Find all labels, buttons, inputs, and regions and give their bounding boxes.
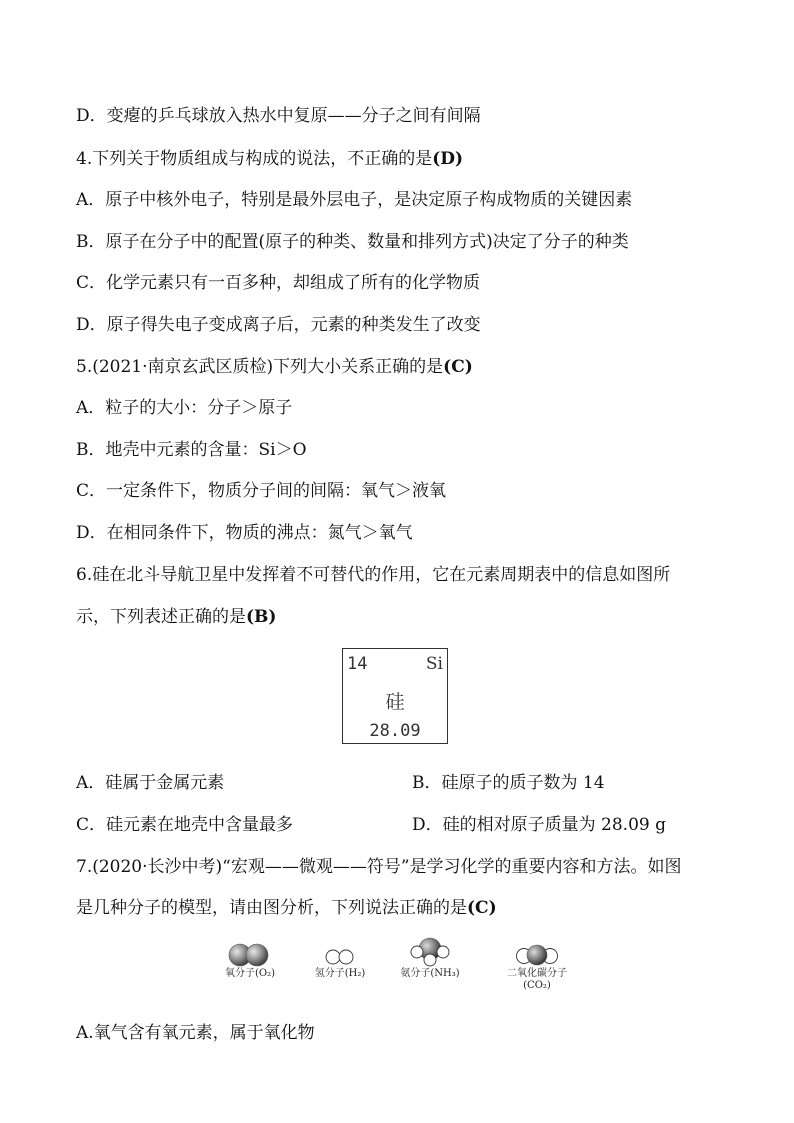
q7-option-a: A.氧气含有氧元素，属于氧化物 [76,1023,315,1043]
question-5 [76,357,473,377]
atomic-mass: 28.09 [369,721,421,741]
element-cell-silicon [342,648,448,744]
question-text: 4.下列关于物质组成与构成的说法，不正确的是 [76,149,433,169]
q3-option-d [76,106,481,126]
q6-option-d: D．硅的相对原子质量为 28.09 g [412,815,666,835]
q5-option-c: C．一定条件下，物质分子间的间隔：氧气＞液氧 [76,481,447,501]
answer: (B) [246,607,277,627]
atomic-number: 14 [347,654,368,674]
question-6-line2 [76,607,276,627]
q6-option-b: B．硅原子的质子数为 14 [412,773,605,793]
q4-option-b: B．原子在分子中的配置(原子的种类、数量和排列方式)决定了分子的种类 [76,232,629,252]
question-text: 是几种分子的模型，请由图分析，下列说法正确的是 [76,898,467,918]
question-text: 示，下列表述正确的是 [76,607,246,627]
co2-diagram-icon [511,942,563,968]
oxygen-molecule-model [218,942,282,980]
q6-option-a: A．硅属于金属元素 [76,773,225,793]
o2-diagram-icon [225,942,275,968]
question-7-line2 [76,898,497,918]
question-7-line1: 7.(2020·长沙中考)“宏观——微观——符号”是学习化学的重要内容和方法。如图 [76,857,682,877]
q4-option-a: A．原子中核外电子，特别是最外层电子，是决定原子构成物质的关键因素 [76,190,633,210]
q6-option-c: C．硅元素在地壳中含量最多 [76,815,294,835]
q4-option-d: D．原子得失电子变成离子后，元素的种类发生了改变 [76,315,481,335]
q5-option-d: D．在相同条件下，物质的沸点：氮气＞氧气 [76,523,413,543]
question-4 [76,149,463,169]
answer: (C) [467,898,497,918]
hydrogen-molecule-model [311,942,369,980]
h2-label: 氢分子(H₂) [314,968,366,979]
question-6-line1: 6.硅在北斗导航卫星中发挥着不可替代的作用，它在元素周期表中的信息如图所 [76,565,671,585]
element-name: 硅 [385,691,405,713]
o2-label: 氧分子(O₂) [224,968,275,979]
h2-diagram-icon [322,942,358,968]
co2-label-line2: (CO₂) [523,980,551,991]
q5-option-b: B．地壳中元素的含量：Si＞O [76,440,307,460]
q5-option-a: A．粒子的大小：分子＞原子 [76,398,293,418]
question-text: 5.(2021·南京玄武区质检)下列大小关系正确的是 [76,357,444,377]
answer: (D) [432,149,464,169]
nh3-label: 氨分子(NH₃) [400,968,460,979]
q4-option-c: C．化学元素只有一百多种，却组成了所有的化学物质 [76,273,481,293]
answer: (C) [443,357,473,377]
carbon-dioxide-molecule-model [497,942,577,992]
element-symbol: Si [425,654,443,674]
ammonia-molecule-model [395,936,465,980]
text: D．变瘪的乒乓球放入热水中复原——分子之间有间隔 [76,106,481,126]
nh3-diagram-icon [408,936,452,968]
co2-label-line1: 二氧化碳分子 [507,968,567,979]
